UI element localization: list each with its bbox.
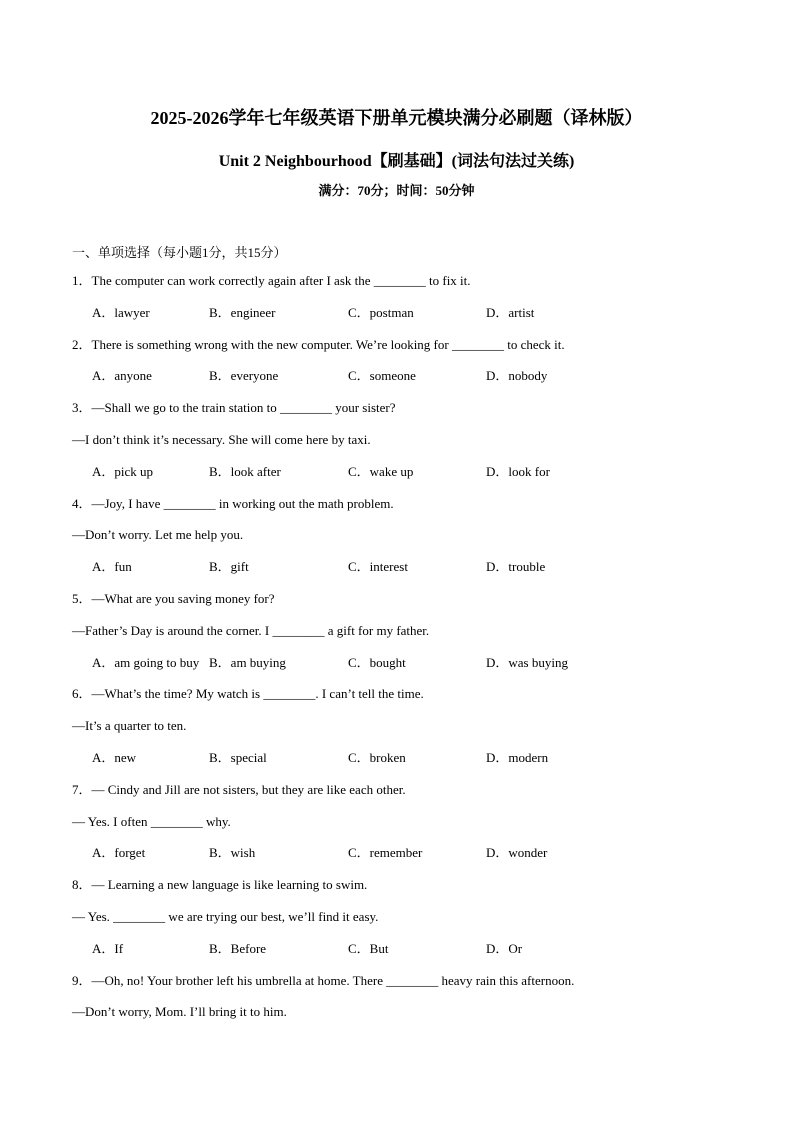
question-reply: —It’s a quarter to ten. <box>72 718 187 733</box>
question-stem: 3．—Shall we go to the train station to ________ your sister? <box>72 400 396 415</box>
option-d: D．modern <box>486 750 549 765</box>
option-c: C．interest <box>348 559 408 574</box>
option-a: A．forget <box>92 845 146 860</box>
option-c: C．bought <box>348 655 406 670</box>
option-c: C．remember <box>348 845 423 860</box>
option-c: C．broken <box>348 750 406 765</box>
option-a: A．lawyer <box>92 305 150 320</box>
question-stem: 2．There is something wrong with the new computer. We’re looking for ________ to check it. <box>72 337 565 352</box>
option-d: D．Or <box>486 941 523 956</box>
option-b: B．Before <box>209 941 267 956</box>
option-a: A．fun <box>92 559 132 574</box>
option-c: C．postman <box>348 305 414 320</box>
option-d: D．nobody <box>486 368 548 383</box>
option-a: A．pick up <box>92 464 154 479</box>
option-b: B．wish <box>209 845 256 860</box>
question-reply: — Yes. ________ we are trying our best, we’ll find it easy. <box>72 909 379 924</box>
option-a: A．If <box>92 941 124 956</box>
question-stem: 4．—Joy, I have ________ in working out the math problem. <box>72 496 394 511</box>
question-stem: 5．—What are you saving money for? <box>72 591 275 606</box>
option-d: D．artist <box>486 305 535 320</box>
option-b: B．special <box>209 750 267 765</box>
option-a: A．new <box>92 750 137 765</box>
document-title: 2025-2026学年七年级英语下册单元模块满分必刷题（译林版） <box>150 108 643 128</box>
option-d: D．wonder <box>486 845 548 860</box>
option-a: A．am going to buy <box>92 655 200 670</box>
option-b: B．am buying <box>209 655 286 670</box>
option-c: C．wake up <box>348 464 414 479</box>
question-stem: 9．—Oh, no! Your brother left his umbrella at home. There ________ heavy rain this afternoon. <box>72 973 575 988</box>
option-b: B．everyone <box>209 368 279 383</box>
option-d: D．look for <box>486 464 550 479</box>
unit-subtitle: Unit 2 Neighbourhood【刷基础】(词法句法过关练) <box>218 153 575 170</box>
option-c: C．someone <box>348 368 416 383</box>
section-heading: 一、单项选择（每小题1分，共15分） <box>72 245 287 260</box>
option-d: D．was buying <box>486 655 568 670</box>
question-reply: —Father’s Day is around the corner. I ________ a gift for my father. <box>72 623 430 638</box>
option-d: D．trouble <box>486 559 546 574</box>
option-a: A．anyone <box>92 368 152 383</box>
question-reply: —Don’t worry, Mom. I’ll bring it to him. <box>72 1004 287 1019</box>
option-b: B．gift <box>209 559 249 574</box>
score-time-info: 满分：70分；时间：50分钟 <box>318 183 475 198</box>
question-reply: — Yes. I often ________ why. <box>72 814 231 829</box>
question-reply: —I don’t think it’s necessary. She will come here by taxi. <box>72 432 371 447</box>
question-stem: 8．— Learning a new language is like learning to swim. <box>72 877 368 892</box>
question-stem: 7．— Cindy and Jill are not sisters, but they are like each other. <box>72 782 406 797</box>
question-reply: —Don’t worry. Let me help you. <box>72 527 244 542</box>
question-stem: 1．The computer can work correctly again after I ask the ________ to fix it. <box>72 273 471 288</box>
option-c: C．But <box>348 941 389 956</box>
option-b: B．look after <box>209 464 281 479</box>
question-stem: 6．—What’s the time? My watch is ________. I can’t tell the time. <box>72 686 424 701</box>
option-b: B．engineer <box>209 305 276 320</box>
